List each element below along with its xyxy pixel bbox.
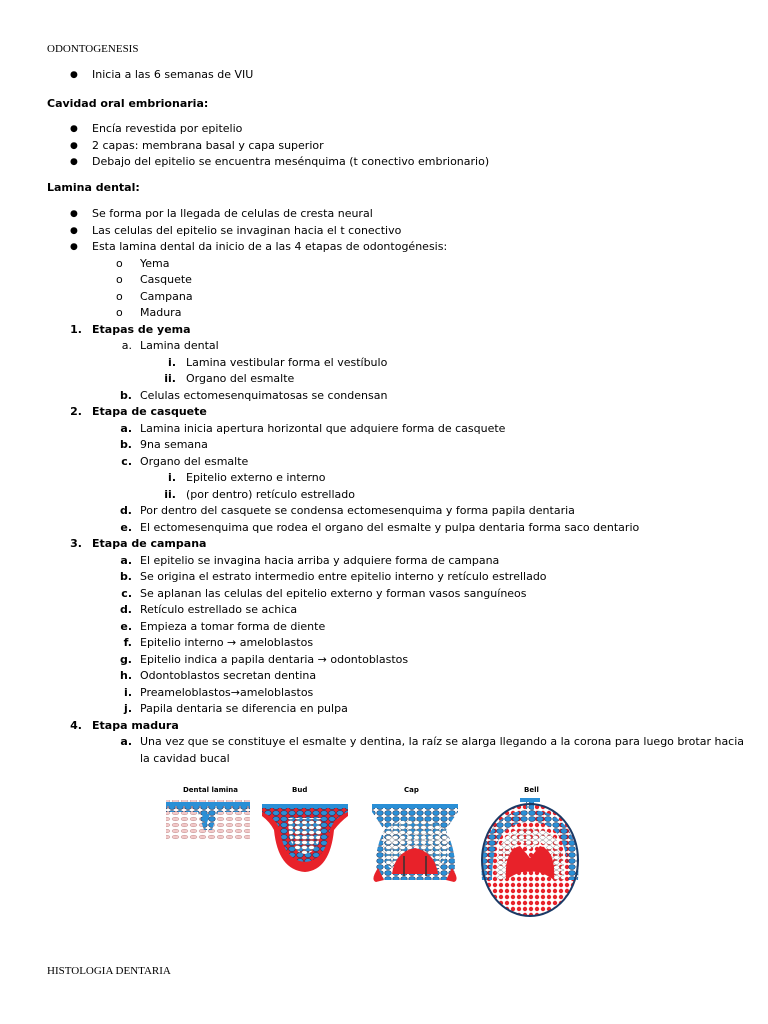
stage-item: Epitelio interno → ameloblastos [140, 636, 314, 649]
stage-item: El epitelio se invagina hacia arriba y adquiere forma de campana [140, 553, 500, 567]
footer-heading: HISTOLOGIA DENTARIA [47, 965, 171, 977]
stage-item: Se origina el estrato intermedio entre epitelio interno y retículo estrellado [140, 570, 547, 583]
stage-item: Una vez que se constituye el esmalte y dentina, la raíz se alarga llegando a la corona para luego brotar hacia [140, 735, 745, 748]
sub-marker: o [116, 256, 123, 270]
stage-item: Papila dentaria se diferencia en pulpa [140, 702, 348, 715]
stage-item: Epitelio indica a papila dentaria → odontoblastos [140, 652, 409, 666]
stage-item: El ectomesenquima que rodea el organo del esmalte y pulpa dentaria forma saco dentario [140, 520, 640, 534]
section-heading-lamina: Lamina dental: [47, 181, 140, 194]
bullet-marker: ● [70, 157, 78, 167]
stage-title: Etapas de yema [92, 322, 191, 336]
subitem-marker: ii. [164, 487, 176, 501]
item-marker: c. [121, 454, 132, 468]
subitem-marker: ii. [164, 372, 176, 385]
figure-label-dental-lamina: Dental lamina [183, 786, 238, 794]
figure-label-bud: Bud [292, 786, 308, 794]
bullet-marker: ● [70, 70, 78, 80]
stage-subitem: (por dentro) retículo estrellado [186, 487, 356, 501]
stage-number: 3. [70, 537, 82, 550]
item-marker: a. [120, 421, 132, 435]
sub-marker: o [116, 273, 123, 286]
stage-item: Lamina inicia apertura horizontal que adquiere forma de casquete [140, 421, 506, 435]
stage-item: 9na semana [140, 438, 208, 451]
stage-item: Por dentro del casquete se condensa ectomesenquima y forma papila dentaria [140, 504, 575, 517]
list-item: Las celulas del epitelio se invaginan hacia el t conectivo [92, 223, 402, 237]
item-marker: h. [119, 669, 132, 682]
stage-number: 2. [70, 405, 82, 418]
bullet-marker: ● [70, 124, 78, 134]
subitem-marker: i. [168, 471, 176, 484]
item-marker: a. [120, 553, 132, 567]
list-item: Se forma por la llegada de celulas de cresta neural [92, 207, 373, 220]
sub-list-item: Yema [140, 256, 170, 270]
bullet-marker: ● [70, 242, 78, 252]
item-marker: e. [120, 619, 132, 633]
bullet-marker: ● [70, 225, 78, 236]
sub-marker: o [116, 306, 123, 319]
list-item: Encía revestida por epitelio [92, 122, 243, 135]
figure-label-cap: Cap [404, 786, 419, 794]
dental-lamina-diagram [166, 800, 250, 840]
stage-subitem: Organo del esmalte [186, 372, 295, 385]
cap-diagram [372, 804, 458, 882]
figure-label-bell: Bell [524, 786, 539, 794]
stage-item: Retículo estrellado se achica [140, 603, 298, 616]
stage-title: Etapa de campana [92, 537, 207, 550]
section-heading-cavidad: Cavidad oral embrionaria: [47, 97, 209, 110]
stage-item: Celulas ectomesenquimatosas se condensan [140, 388, 388, 402]
stage-item: Organo del esmalte [140, 454, 249, 468]
stage-item: Preameloblastos→ameloblastos [140, 685, 314, 699]
item-marker: e. [120, 520, 132, 534]
stage-item: Se aplanan las celulas del epitelio externo y forman vasos sanguíneos [140, 586, 527, 600]
item-marker: j. [124, 702, 132, 715]
item-marker: d. [119, 504, 132, 517]
page-title: ODONTOGENESIS [47, 43, 139, 55]
stage-title: Etapa madura [92, 718, 179, 732]
bullet-marker: ● [70, 140, 78, 151]
list-item: 2 capas: membrana basal y capa superior [92, 138, 324, 152]
item-marker: d. [119, 603, 132, 616]
sub-list-item: Casquete [140, 273, 192, 286]
item-marker: b. [119, 570, 132, 583]
stage-number: 1. [70, 322, 82, 336]
sub-marker: o [116, 289, 123, 303]
item-marker: i. [124, 685, 132, 699]
stage-item: Lamina dental [140, 339, 219, 352]
intro-item: Inicia a las 6 semanas de VIU [92, 68, 254, 81]
list-item: Esta lamina dental da inicio de a las 4 etapas de odontogénesis: [92, 240, 448, 253]
stage-item: Empieza a tomar forma de diente [140, 619, 326, 633]
stage-item-continued: la cavidad bucal [140, 751, 230, 765]
item-marker: a. [121, 339, 132, 352]
item-marker: a. [120, 735, 132, 748]
item-marker: c. [121, 586, 132, 600]
item-marker: g. [119, 652, 132, 666]
bell-diagram [482, 798, 579, 916]
sub-list-item: Campana [140, 289, 193, 303]
stage-subitem: Lamina vestibular forma el vestíbulo [186, 355, 388, 369]
sub-list-item: Madura [140, 306, 182, 319]
stage-title: Etapa de casquete [92, 405, 207, 418]
list-item: Debajo del epitelio se encuentra mesénquima (t conectivo embrionario) [92, 155, 490, 168]
bud-diagram [262, 804, 348, 872]
stage-number: 4. [70, 718, 82, 732]
item-marker: b. [119, 388, 132, 402]
stage-subitem: Epitelio externo e interno [186, 471, 326, 484]
bullet-marker: ● [70, 209, 78, 219]
item-marker: b. [119, 438, 132, 451]
item-marker: f. [123, 636, 132, 649]
stage-item: Odontoblastos secretan dentina [140, 669, 317, 682]
subitem-marker: i. [168, 355, 176, 369]
